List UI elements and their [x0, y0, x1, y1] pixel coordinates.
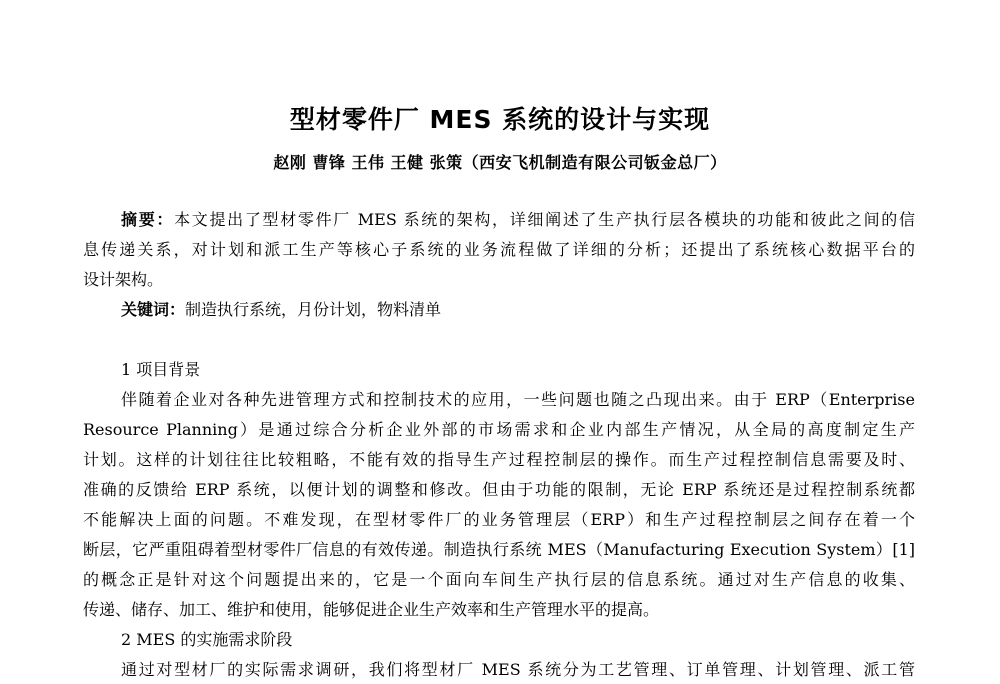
section-1-line-2: Resource Planning）是通过综合分析企业外部的市场需求和企业内部生产情况，从全局的高度制定生产 — [83, 420, 915, 439]
keywords-line — [121, 296, 915, 324]
section-1-line-6: 断层，它严重阻碍着型材零件厂信息的有效传递。制造执行系统 MES（Manufacturing Execution System）[1] — [83, 540, 915, 559]
section-2-line-1: 通过对型材厂的实际需求调研，我们将型材厂 MES 系统分为工艺管理、订单管理、计划管理、派工管 — [121, 660, 915, 679]
section-1-line-8: 传递、储存、加工、维护和使用，能够促进企业生产效率和生产管理水平的提高。 — [83, 600, 660, 619]
abstract-text-1: 本文提出了型材零件厂 MES 系统的架构，详细阐述了生产执行层各模块的功能和彼此之间的信 — [174, 210, 915, 229]
section-1-line-5: 不能解决上面的问题。不难发现，在型材零件厂的业务管理层（ERP）和生产过程控制层之间存在着一个 — [83, 510, 915, 529]
abstract-line-3: 设计架构。 — [83, 270, 164, 289]
abstract-label: 摘要： — [121, 210, 175, 229]
paper-authors: 赵刚 曹锋 王伟 王健 张策（西安飞机制造有限公司钣金总厂） — [273, 153, 727, 172]
section-1-line-4: 准确的反馈给 ERP 系统，以便计划的调整和修改。但由于功能的限制，无论 ERP 系统还是过程控制系统都 — [83, 480, 915, 499]
section-1-heading: 1 项目背景 — [121, 360, 201, 379]
abstract-line-2: 息传递关系，对计划和派工生产等核心子系统的业务流程做了详细的分析；还提出了系统核心数据平台的 — [83, 240, 915, 259]
keywords-label: 关键词： — [121, 300, 186, 319]
section-1-line-7: 的概念正是针对这个问题提出来的，它是一个面向车间生产执行层的信息系统。通过对生产信息的收集、 — [83, 570, 915, 589]
section-1-line-3: 计划。这样的计划往往比较粗略，不能有效的指导生产过程控制层的操作。而生产过程控制信息需要及时、 — [83, 450, 915, 469]
keywords-text: 制造执行系统，月份计划，物料清单 — [185, 300, 442, 319]
paper-title: 型材零件厂 MES 系统的设计与实现 — [289, 105, 711, 134]
abstract-line-1 — [121, 206, 915, 234]
section-1-line-1: 伴随着企业对各种先进管理方式和控制技术的应用，一些问题也随之凸现出来。由于 ERP（Enterprise — [121, 390, 915, 409]
section-2-heading: 2 MES 的实施需求阶段 — [121, 630, 293, 649]
